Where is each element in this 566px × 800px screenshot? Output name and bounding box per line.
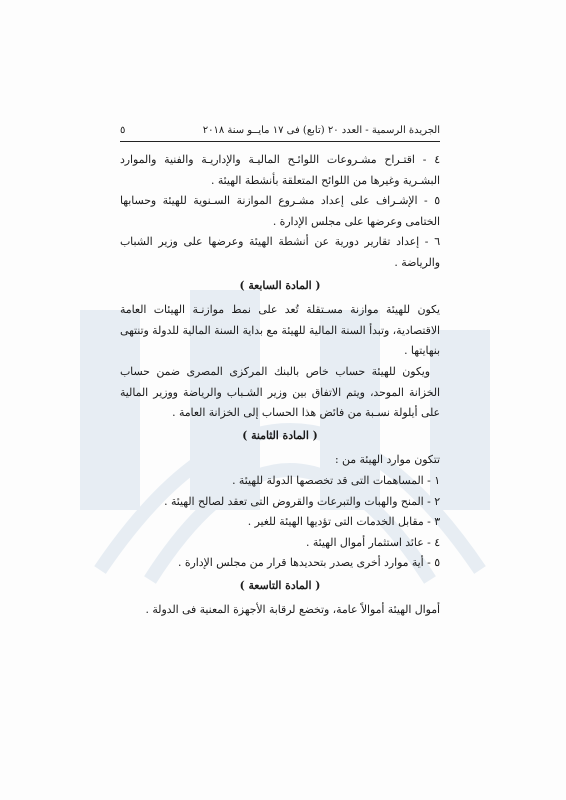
page-header [120, 124, 440, 142]
list-item: ١ - المساهمات التى قد تخصصها الدولة للهيئة . [232, 473, 440, 487]
article-8-heading: ( المادة الثامنة ) [242, 428, 318, 442]
header-title: الجريدة الرسمية - العدد ٢٠ (تابع) فى ١٧ مايــو سنة ٢٠١٨ [202, 125, 440, 136]
list-item: ٥ - الإشـراف على إعداد مشـروع الموازنة السـنوية للهيئة وحسابها الختامى وعرضها على مجلس الإدارة . [120, 194, 440, 228]
article-9-heading: ( المادة التاسعة ) [239, 578, 321, 592]
page-content [120, 124, 440, 621]
list-item: ٢ - المنح والهبات والتبرعات والقروض التى تعقد لصالح الهيئة . [164, 494, 440, 508]
list-item: ٤ - اقتـراح مشـروعات اللوائـح الماليـة والإداريـة والفنية والموارد البشـرية وغيرها من اللوائح المتعلقة بأنشطة الهيئة . [120, 153, 440, 187]
article-7-paragraph-2: ويكون للهيئة حساب خاص بالبنك المركزى المصرى ضمن حساب الخزانة الموحد، ويتم الاتفاق بين وزير الشـباب والرياضة ووزير المالية على أيلولة نسـبة من فائض هذا الحساب إلى الخزانة العامة . [120, 364, 440, 420]
list-item: ٣ - مقابل الخدمات التى تؤديها الهيئة للغير . [247, 515, 440, 529]
article-8-intro: تتكون موارد الهيئة من : [334, 453, 440, 467]
list-item: ٥ - أية موارد أخرى يصدر بتحديدها قرار من مجلس الإدارة . [178, 556, 440, 570]
article-9-paragraph-1: أموال الهيئة أموالاً عامة، وتخضع لرقابة الأجهزة المعنية فى الدولة . [145, 603, 440, 617]
article-7-paragraph-1: يكون للهيئة موازنة مسـتقلة تُعد على نمط موازنـة الهيئات العامة الاقتصادية، وتبدأ السنة المالية للهيئة مع بداية السنة المالية للدولة وتنتهى بنهايتها . [120, 303, 440, 358]
list-item: ٦ - إعداد تقارير دورية عن أنشطة الهيئة وعرضها على وزير الشباب والرياضة . [120, 235, 440, 269]
list-item: ٤ - عائد استثمار أموال الهيئة . [306, 535, 440, 549]
page-number: ٥ [120, 125, 126, 136]
article-7-heading: ( المادة السابعة ) [239, 278, 321, 292]
